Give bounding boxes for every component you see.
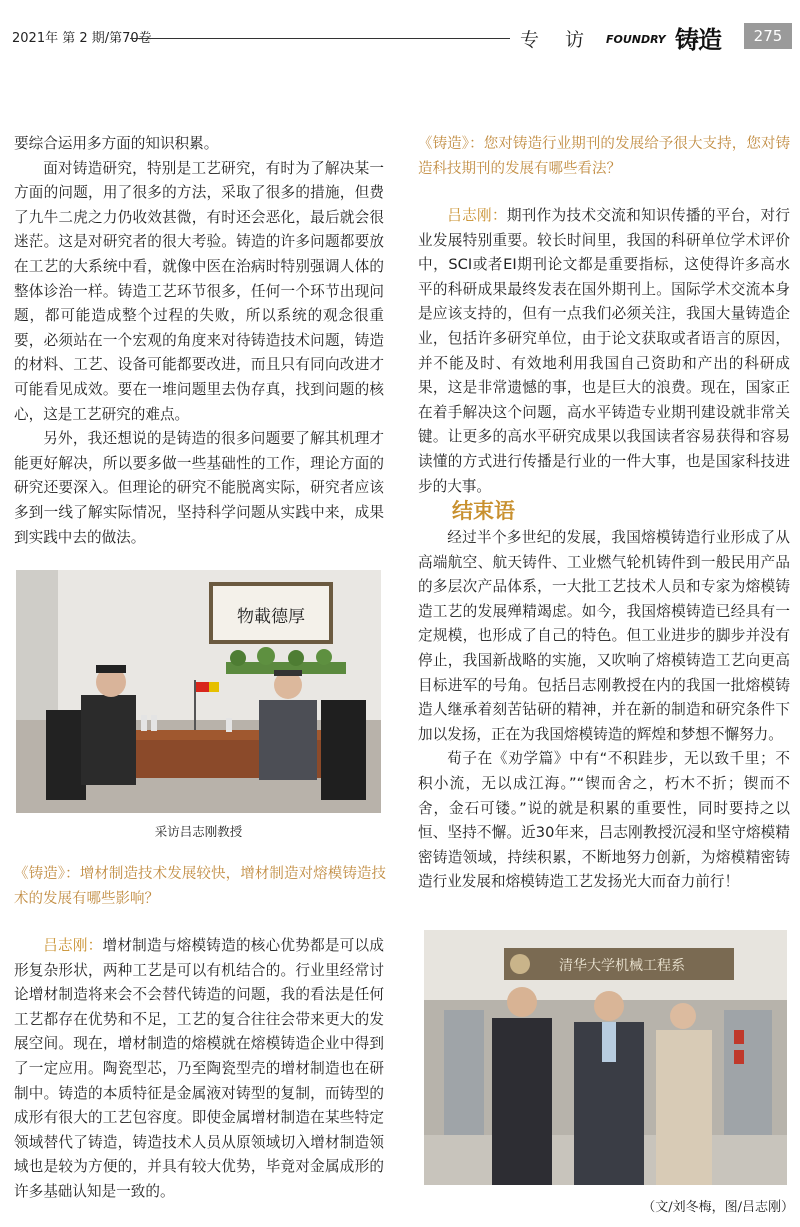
author-credit: （文/刘冬梅，图/吕志刚） bbox=[642, 1200, 794, 1215]
calligraphy-sign: 物載德厚 bbox=[237, 607, 305, 627]
conclusion-section bbox=[418, 496, 790, 895]
answer-1 bbox=[14, 934, 384, 1205]
group-photo-drawing bbox=[424, 930, 787, 1185]
paragraph: 要综合运用多方面的知识积累。 bbox=[14, 135, 219, 152]
question-text: 《铸造》：您对铸造行业期刊的发展给予很大支持，您对铸造科技期刊的发展有哪些看法？ bbox=[418, 136, 790, 177]
interview-photo bbox=[16, 570, 381, 813]
paragraph: 荀子在《劝学篇》中有“不积跬步，无以致千里；不积小流，无以成江海。”“锲而舍之，朽木不折；锲而不舍，金石可镂。”说的就是积累的重要性，同时要持之以恒、坚持不懈。近30年来，吕志刚教授沉浸和坚守熔模精密铸造领域，持续积累，不断地努力创新，为熔模精密铸造行业发展和熔模铸造工艺发扬光大而奋力前行！ bbox=[418, 750, 790, 891]
paragraph: 另外，我还想说的是铸造的很多问题要了解其机理才能更好解决，所以要多做一些基础性的工作，理论方面的研究还要深入。但理论的研究不能脱离实际，研究者应该多到一线了解实际情况，坚持科学问题从实践中来，成果到实践中去的做法。 bbox=[14, 430, 384, 546]
answer-text: 增材制造与熔模铸造的核心优势都是可以成形复杂形状，两种工艺是可以有机结合的。行业里经常讨论增材制造将来会不会替代铸造的问题，我的看法是任何工艺都存在优势和不足，工艺的复合往往会带来更大的发展空间。现在，增材制造的熔模就在熔模铸造企业中得到了一定应用。陶瓷型芯，乃至陶瓷型壳的增材制造也在研制中。铸造的本质特征是金属液对铸型的复制，而铸型的成形有很大的工艺包容度。即使金属增材制造在某些特定领域替代了铸造，铸造技术人员从原领域切入增材制造领域也是较为方便的，并具有较大优势，毕竟对金属成形的许多基础认知是一致的。 bbox=[14, 937, 384, 1200]
building-sign: 清华大学机械工程系 bbox=[559, 958, 685, 974]
question-2 bbox=[418, 132, 790, 181]
left-column-text bbox=[14, 132, 384, 550]
header-rule bbox=[130, 38, 510, 39]
paragraph: 经过半个多世纪的发展，我国熔模铸造行业形成了从高端航空、航天铸件、工业燃气轮机铸件到一般民用产品的多层次产品体系，一大批工艺技术人员和专家为熔模铸造工艺的发展殚精竭虑。如今，我国熔模铸造已经具有一定规模，也形成了自己的特色。但工业进步的脚步并没有停止，我国新战略的实施，又吹响了熔模铸造工艺向更高目标进军的号角。包括吕志刚教授在内的我国一批熔模铸造人继承着刻苦钻研的精神，并在新的制造和研究条件下加以发扬，正在为我国熔模铸造的辉煌和梦想不懈努力。 bbox=[418, 529, 790, 743]
speaker-label: 吕志刚： bbox=[43, 937, 103, 954]
journal-logo-cn: 铸造 bbox=[675, 26, 721, 54]
page-header bbox=[0, 0, 800, 56]
page-number: 275 bbox=[744, 23, 792, 49]
question-text: 《铸造》：增材制造技术发展较快，增材制造对熔模铸造技术的发展有哪些影响？ bbox=[14, 866, 386, 907]
speaker-label: 吕志刚： bbox=[447, 207, 507, 224]
interview-photo-drawing bbox=[16, 570, 381, 813]
group-photo bbox=[424, 930, 787, 1185]
paragraph: 面对铸造研究，特别是工艺研究，有时为了解决某一方面的问题，用了很多的方法，采取了很多的措施，但费了九牛二虎之力仍收效甚微，有时还会恶化，最后就会很迷茫。这是对研究者的很大考验。铸造的许多问题都要放在工艺的大系统中看，就像中医在治病时特别强调人体的整体诊治一样。铸造工艺环节很多，任何一个环节出现问题，都可能造成整个过程的失败，所以系统的观念很重要，必须站在一个宏观的角度来对待铸造技术问题，铸造的材料、工艺、设备可能都要改进，而且只有同向改进才可能看见成效。要在一堆问题里去伪存真，找到问题的核心，这是工艺研究的难点。 bbox=[14, 159, 384, 423]
photo-caption: 采访吕志刚教授 bbox=[154, 824, 243, 839]
answer-2 bbox=[418, 204, 790, 499]
section-heading: 结束语 bbox=[452, 499, 515, 523]
answer-text: 期刊作为技术交流和知识传播的平台，对行业发展特别重要。较长时间里，我国的科研单位学术评价中，SCI或者EI期刊论文都是重要指标，这使得许多高水平的科研成果最终发表在国外期刊上。国际学术交流本身是应该支持的，但有一点我们必须关注，我国大量铸造企业，包括许多研究单位，由于论文获取或者语言的原因，并不能及时、有效地利用我国自己资助和产出的科研成果，这是非常遗憾的事，也是巨大的浪费。现在，国家正在着手解决这个问题，高水平铸造专业期刊建设就非常关键。让更多的高水平研究成果以我国读者容易获得和容易读懂的方式进行传播是行业的一件大事，也是国家科技进步的大事。 bbox=[418, 207, 790, 495]
section-title: 专访 bbox=[520, 29, 611, 51]
journal-logo-en: FOUNDRY bbox=[606, 33, 666, 46]
question-1 bbox=[14, 862, 386, 911]
issue-label: 2021年 第 2 期/第70卷 bbox=[12, 31, 152, 46]
